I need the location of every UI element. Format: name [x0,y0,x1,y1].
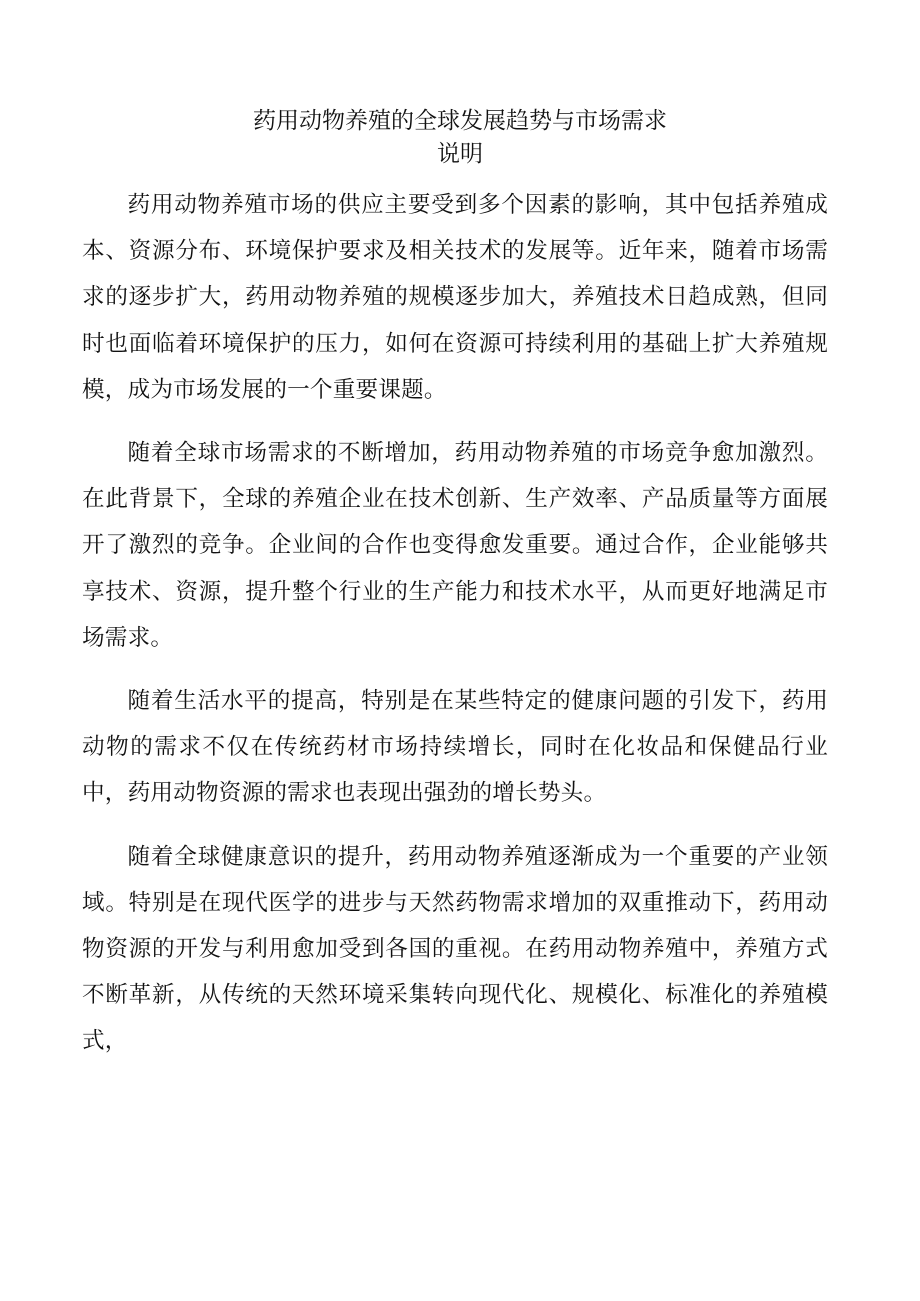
document-subtitle: 说明 [437,141,483,167]
paragraph-4: 随着全球健康意识的提升，药用动物养殖逐渐成为一个重要的产业领域。特别是在现代医学的进步与天然药物需求增加的双重推动下，药用动物资源的开发与利用愈加受到各国的重视。在药用动物养殖中，养殖方式不断革新，从传统的天然环境采集转向现代化、规模化、标准化的养殖模式， [82,843,828,1055]
document-body [82,182,828,1082]
paragraph-1: 药用动物养殖市场的供应主要受到多个因素的影响，其中包括养殖成本、资源分布、环境保护要求及相关技术的发展等。近年来，随着市场需求的逐步扩大，药用动物养殖的规模逐步加大，养殖技术日趋成熟，但同时也面临着环境保护的压力，如何在资源可持续利用的基础上扩大养殖规模，成为市场发展的一个重要课题。 [82,192,828,403]
paragraph-3: 随着生活水平的提高，特别是在某些特定的健康问题的引发下，药用动物的需求不仅在传统药材市场持续增长，同时在化妆品和保健品行业中，药用动物资源的需求也表现出强劲的增长势头。 [82,688,828,807]
paragraph-2: 随着全球市场需求的不断增加，药用动物养殖的市场竞争愈加激烈。在此背景下，全球的养殖企业在技术创新、生产效率、产品质量等方面展开了激烈的竞争。企业间的合作也变得愈发重要。通过合作，企业能够共享技术、资源，提升整个行业的生产能力和技术水平，从而更好地满足市场需求。 [82,440,828,651]
document-title: 药用动物养殖的全球发展趋势与市场需求 [253,108,667,134]
